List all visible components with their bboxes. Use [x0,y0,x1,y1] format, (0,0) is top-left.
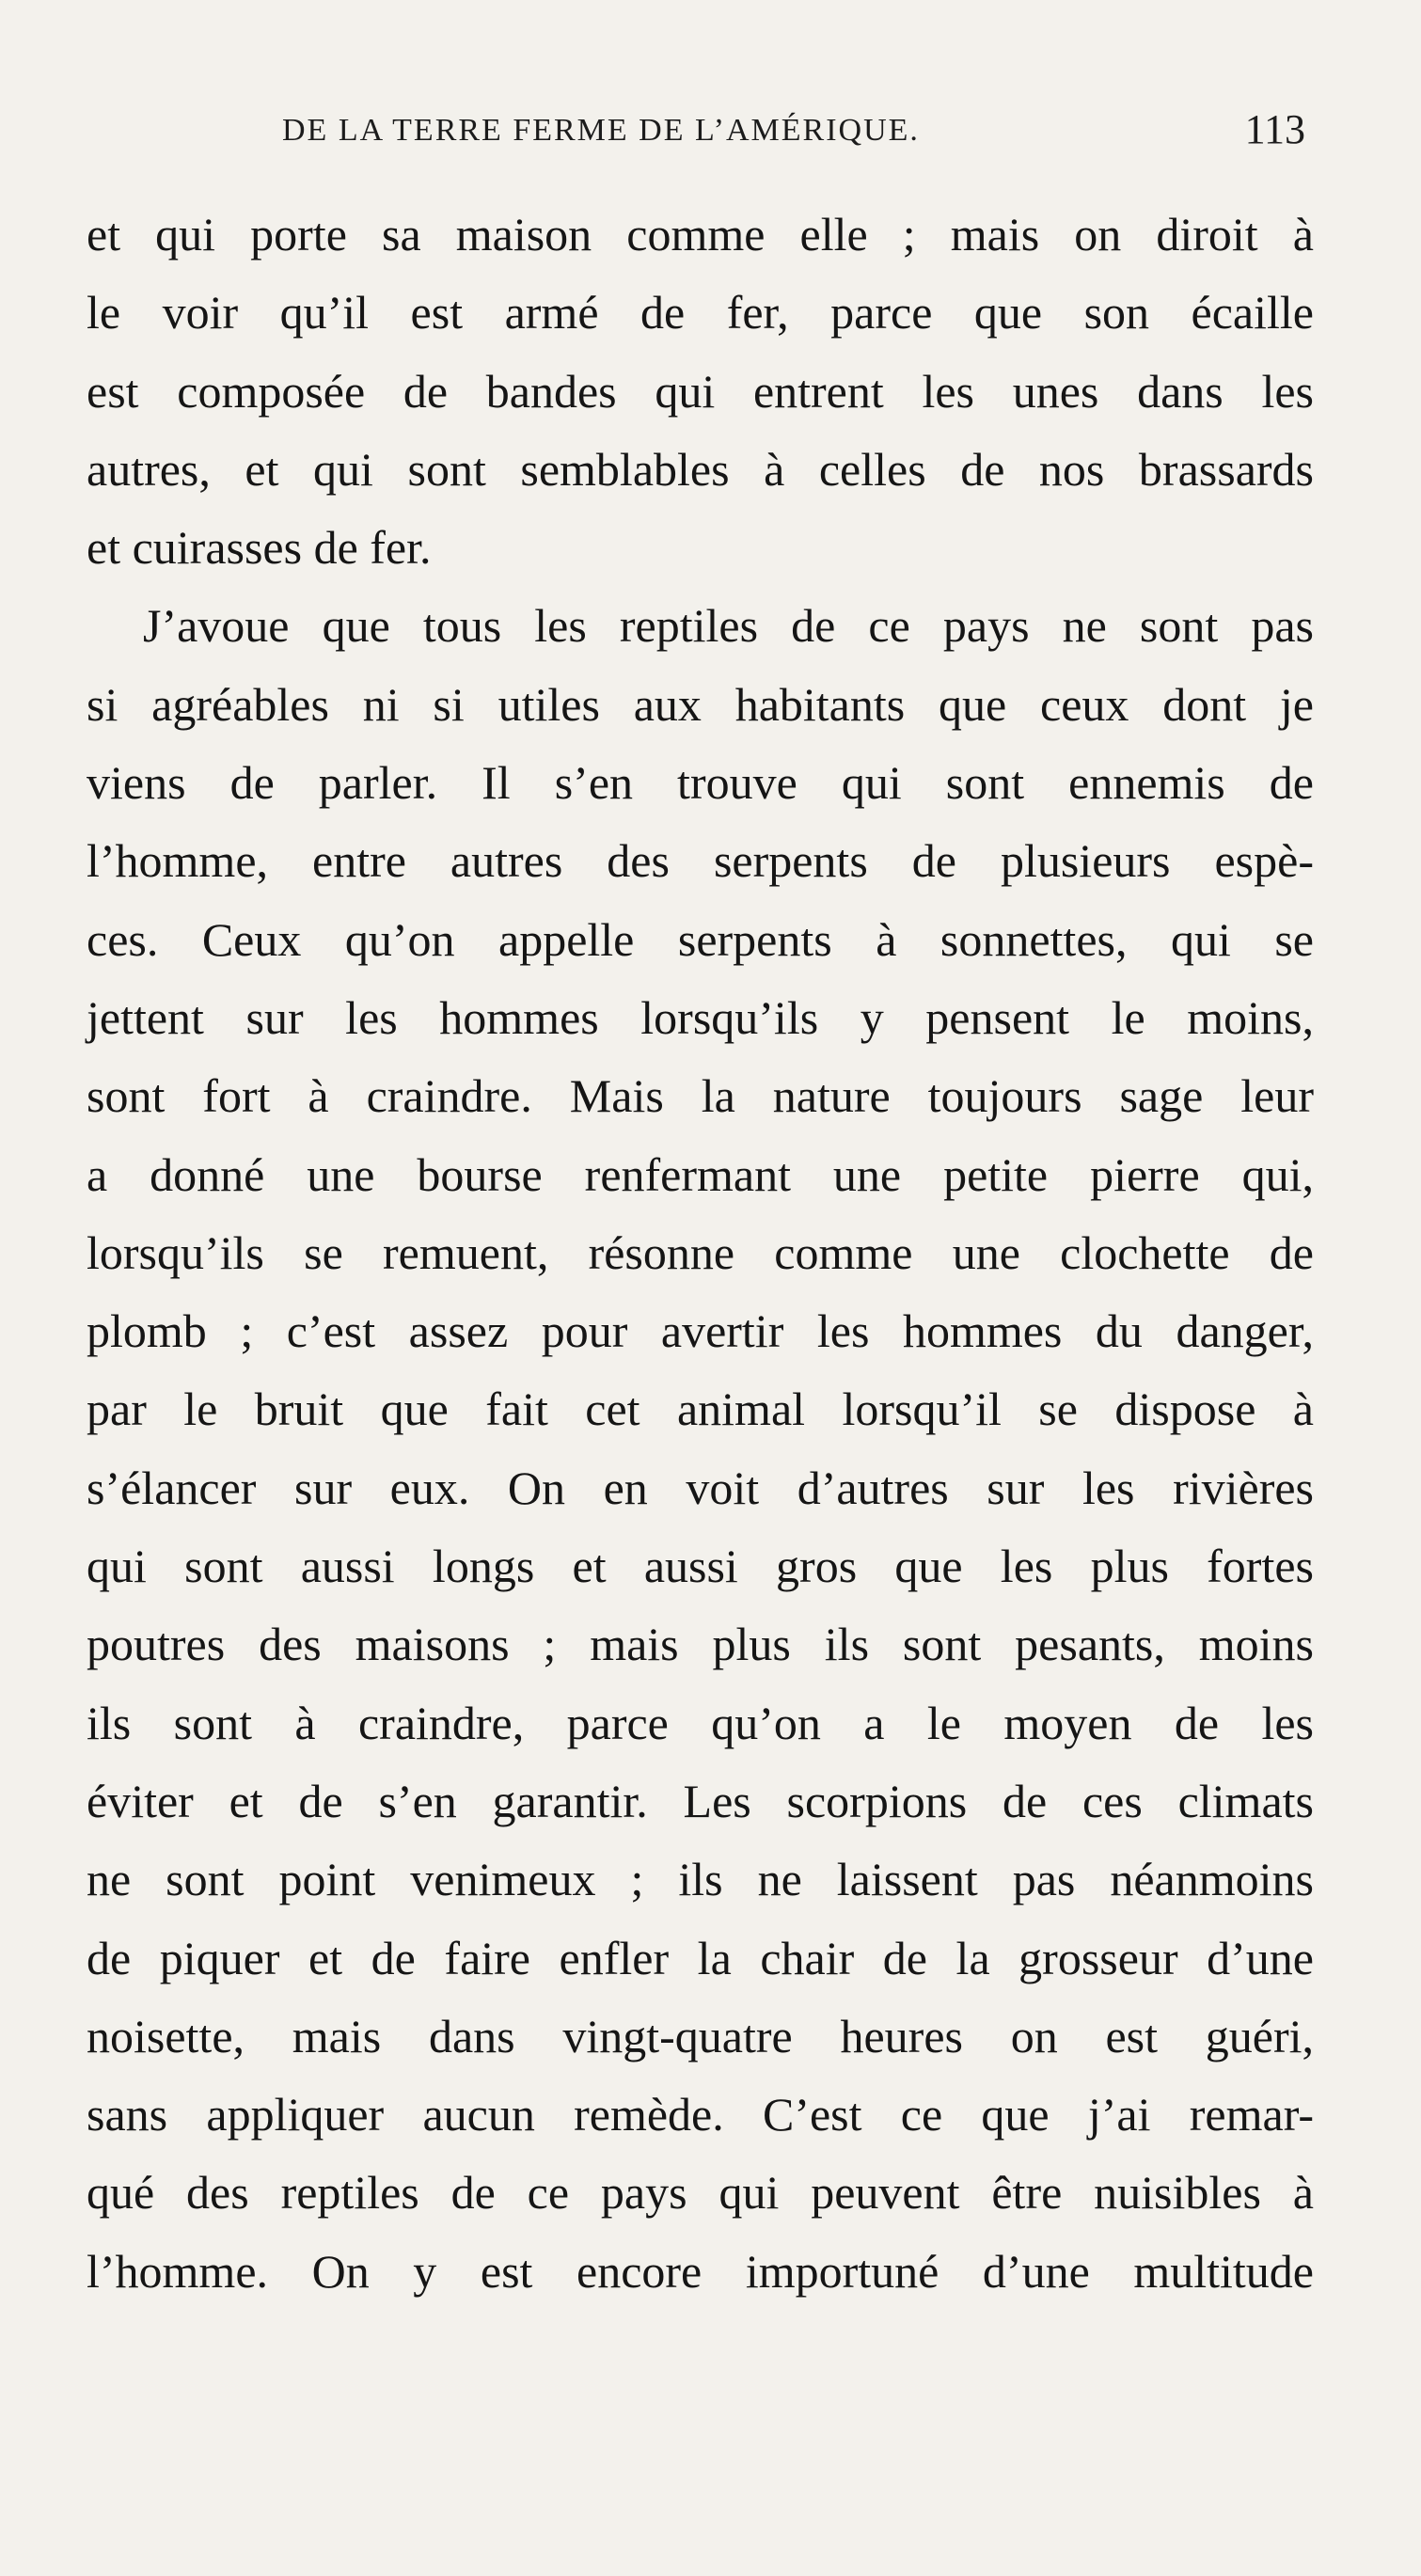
text-line: sans appliquer aucun remède. C’est ce que j’ai remar- [87,2088,1314,2141]
text-line: s’élancer sur eux. On en voit d’autres sur les rivières [87,1461,1314,1514]
text-line: noisette, mais dans vingt-quatre heures on est guéri, [87,2009,1314,2062]
text-line: l’homme, entre autres des serpents de plusieurs espè- [87,834,1314,888]
text-line: par le bruit que fait cet animal lorsqu’il se dispose à [87,1383,1314,1436]
text-line: l’homme. On y est encore importuné d’une multitude [87,2244,1314,2298]
text-line: plomb ; c’est assez pour avertir les hommes du danger, [87,1304,1314,1358]
text-line: qué des reptiles de ce pays qui peuvent être nuisibles à [87,2166,1314,2220]
text-line: qui sont aussi longs et aussi gros que les plus fortes [87,1540,1314,1593]
text-line: poutres des maisons ; mais plus ils sont pesants, moins [87,1618,1314,1671]
text-line: J’avoue que tous les reptiles de ce pays ne sont pas [143,599,1314,653]
text-line: est composée de bandes qui entrent les unes dans les [87,364,1314,418]
text-line: de piquer et de faire enfler la chair de la grosseur d’une [87,1931,1314,1984]
text-line: sont fort à craindre. Mais la nature toujours sage leur [87,1069,1314,1123]
body-text [87,196,1314,2311]
text-line: éviter et de s’en garantir. Les scorpions de ces climats [87,1774,1314,1827]
text-line: ces. Ceux qu’on appelle serpents à sonnettes, qui se [87,912,1314,966]
text-line: et cuirasses de fer. [87,521,432,575]
page-header [282,105,1305,162]
text-line: viens de parler. Il s’en trouve qui sont ennemis de [87,756,1314,810]
page-number: 113 [1244,106,1305,152]
text-line: autres, et qui sont semblables à celles de nos brassards [87,442,1314,496]
paragraph [87,587,1314,2311]
text-line: ne sont point venimeux ; ils ne laissent pas néanmoins [87,1853,1314,1906]
text-line: si agréables ni si utiles aux habitants que ceux dont je [87,677,1314,731]
text-line: ils sont à craindre, parce qu’on a le moyen de les [87,1696,1314,1749]
text-line: et qui porte sa maison comme elle ; mais on diroit à [87,208,1314,261]
paragraph [87,196,1314,587]
text-line: jettent sur les hommes lorsqu’ils y pensent le moins, [87,990,1314,1044]
text-line: lorsqu’ils se remuent, résonne comme une clochette de [87,1225,1314,1279]
text-line: a donné une bourse renfermant une petite pierre qui, [87,1147,1314,1201]
running-head: DE LA TERRE FERME DE L’AMÉRIQUE. [282,113,920,148]
text-line: le voir qu’il est armé de fer, parce que son écaille [87,286,1314,340]
